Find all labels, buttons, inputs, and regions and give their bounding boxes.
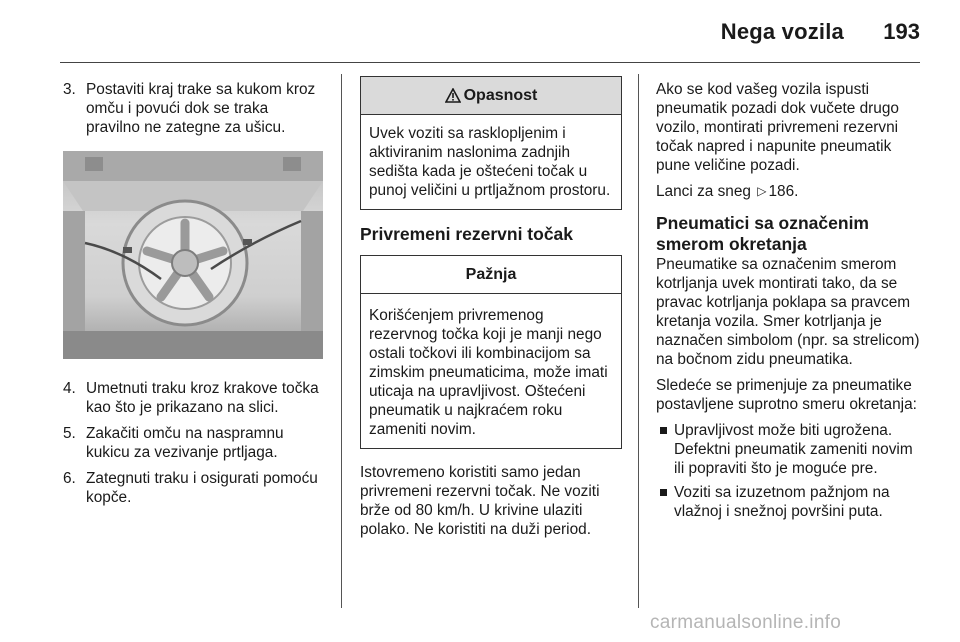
section-heading-directional-tyres: Pneumatici sa označenim smerom okretanja	[656, 213, 869, 254]
step-number: 6.	[63, 470, 76, 487]
caution-box-header	[361, 256, 621, 294]
spare-wheel-photo	[63, 151, 323, 359]
warning-triangle-icon	[445, 88, 461, 103]
steps-list-bottom	[63, 379, 325, 507]
section-heading-spare-wheel: Privremeni rezervni točak	[360, 224, 574, 244]
step-number: 5.	[63, 425, 76, 442]
step-number: 4.	[63, 380, 76, 397]
bullet-item	[656, 421, 922, 478]
column-divider	[341, 74, 342, 608]
snow-chains-reference	[656, 182, 922, 201]
danger-body: Uvek voziti sa rasklopljenim i aktiviranim naslonima zadnjih sedišta kada je oštećeni točak u punoj veličini u prtljažnom prostoru.	[369, 125, 611, 199]
step-text: Zategnuti traku i osigurati pomoću kopče.	[86, 470, 318, 506]
caution-box	[360, 255, 622, 449]
danger-title: Opasnost	[463, 87, 538, 104]
step-text: Postaviti kraj trake sa kukom kroz omču i povući dok se traka pravilno ne zategne za ušicu.	[86, 81, 316, 136]
page-reference-arrow-icon: ▷	[757, 184, 767, 198]
paragraph: Ako se kod vašeg vozila ispusti pneumatik pozadi dok vučete drugo vozilo, montirati privremeni rezervni točak napred i napunite pneumatik pune veličine pozadi.	[656, 81, 899, 174]
column-2	[360, 76, 622, 546]
caution-body: Korišćenjem privremenog rezervnog točka koji je manji nego ostali točkovi ili kombinacijom sa zimskim pneumaticima, može imati uticaja na upravljivost. Oštećeni pneumatik u najkraćem roku zameniti novim.	[369, 307, 608, 438]
column-3	[656, 80, 922, 526]
bullet-item	[656, 483, 922, 521]
paragraph: Sledeće se primenjuje za pneumatike postavljene suprotno smeru okretanja:	[656, 377, 917, 413]
page-header-title: Nega vozila	[720, 19, 844, 44]
bullet-text: Upravljivost može biti ugrožena. Defektni pneumatik zameniti novim ili popraviti što je moguće pre.	[674, 422, 913, 477]
spare-wheel-illustration	[63, 151, 323, 359]
step-text: Umetnuti traku kroz krakove točka kao što je prikazano na slici.	[86, 380, 319, 416]
page-number: 193	[883, 19, 920, 44]
step-text: Zakačiti omču na naspramnu kukicu za vezivanje prtljaga.	[86, 425, 284, 461]
bullet-square-icon	[660, 427, 667, 434]
step-number: 3.	[63, 81, 76, 98]
header-rule	[60, 62, 920, 63]
bullet-list	[656, 421, 922, 521]
bullet-square-icon	[660, 489, 667, 496]
danger-box	[360, 76, 622, 210]
step-3	[63, 80, 325, 137]
snow-chains-page-ref[interactable]: 186.	[768, 183, 799, 200]
steps-list-top	[63, 80, 325, 137]
danger-box-header	[361, 77, 621, 115]
watermark: carmanualsonline.info	[650, 612, 842, 633]
bullet-text: Voziti sa izuzetnom pažnjom na vlažnoj i snežnoj površini puta.	[674, 484, 890, 520]
spare-wheel-paragraph: Istovremeno koristiti samo jedan privremeni rezervni točak. Ne voziti brže od 80 km/h. U krivine ulaziti polako. Ne koristiti na duži period.	[360, 464, 600, 538]
step-item	[63, 379, 325, 417]
snow-chains-text: Lanci za sneg	[656, 183, 751, 200]
caution-title: Pažnja	[465, 266, 517, 283]
step-item	[63, 469, 325, 507]
column-divider	[638, 74, 639, 608]
paragraph: Pneumatike sa označenim smerom kotrljanja uvek montirati tako, da se pravac kotrljanja poklapa sa pravcem kretanja vozila. Smer kotrljanja je naznačen simbolom (npr. sa strelicom) na bočnom zidu pneumatika.	[656, 256, 920, 368]
step-item	[63, 424, 325, 462]
column-1	[63, 80, 325, 507]
